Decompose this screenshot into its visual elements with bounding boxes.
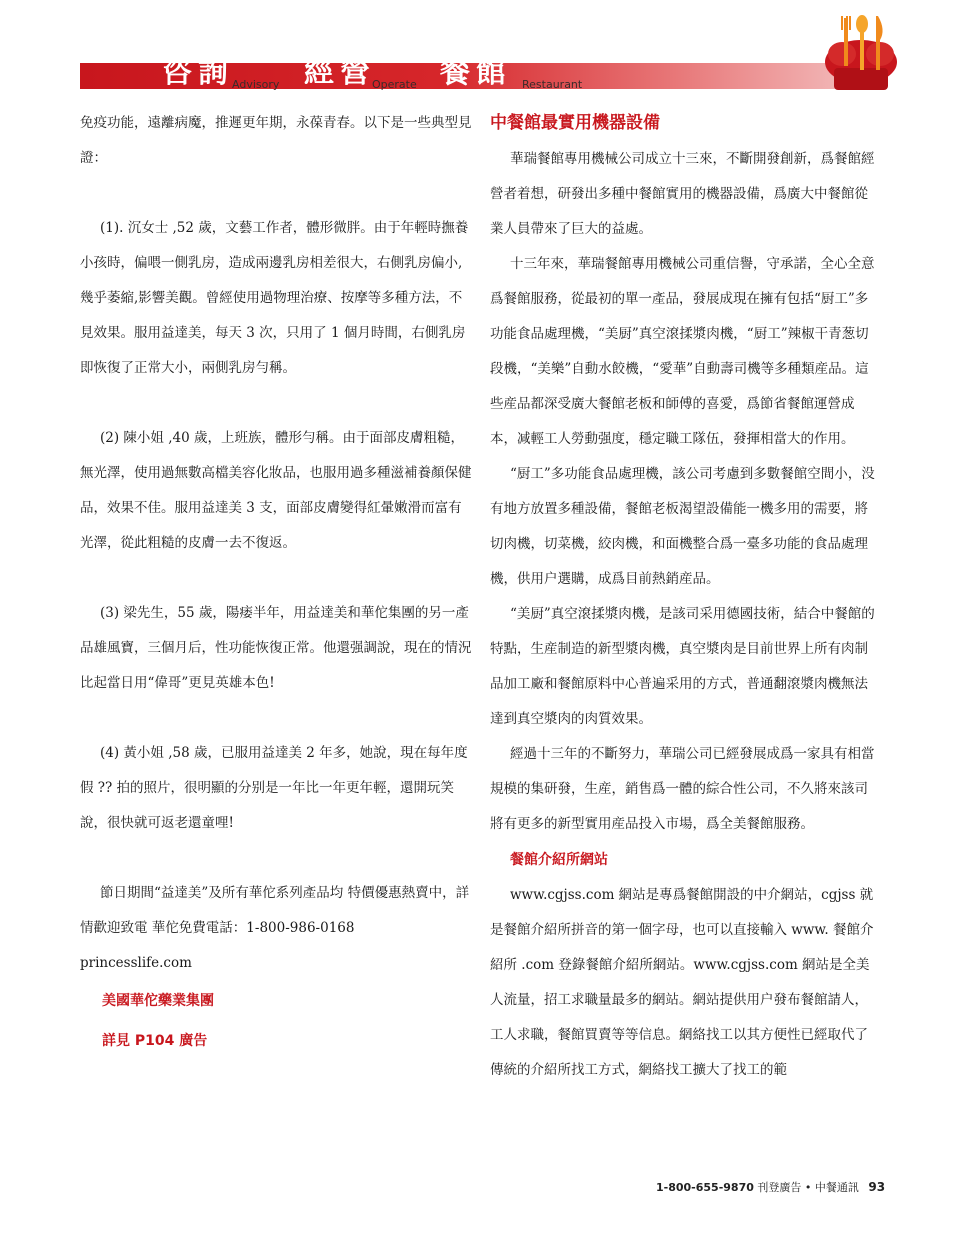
testimonial-3: (3) 梁先生，55 歲，陽痿半年，用益達美和華佗集團的另一產品雄風寶，三個月后，性功能恢復正常。他還强調說，現在的情況比起當日用“偉哥”更見英雄本色! bbox=[80, 605, 472, 691]
header-category-operate: 經營 bbox=[304, 55, 376, 90]
header-category-advisory: 咨詢 bbox=[162, 55, 234, 90]
page-footer bbox=[656, 1179, 885, 1195]
article-paragraph-6: www.cgjss.com 網站是專爲餐館開設的中介網站，cgjss 就是餐館介紹所拼音的第一個字母，也可以直接輸入 www. 餐館介紹所 .com 登錄餐館介紹所網站。www.cgjss.com 網站是全美人流量，招工求職量最多的網站。網站提供用户發布餐館請人，工人求職，餐館買賣等等信息。網絡找工以其方便性已經取代了傳統的介紹所找工方式，網絡找工擴大了找工的範 bbox=[490, 887, 874, 1078]
testimonial-4: (4) 黃小姐 ,58 歲，已服用益達美 2 年多，她說，現在每年度假 ?? 拍的照片，很明顯的分别是一年比一年更年輕，還開玩笑說，很快就可返老還童哩! bbox=[80, 745, 468, 831]
header-category-restaurant: 餐館 bbox=[440, 55, 512, 90]
website-link[interactable]: princesslife.com bbox=[80, 955, 192, 971]
header-category-operate-en: Operate bbox=[372, 78, 417, 91]
testimonial-2: (2) 陳小姐 ,40 歲，上班族，體形勻稱。由于面部皮膚粗糙，無光澤，使用過無數高檔美容化妝品，也服用過多種滋補養顏保健品，效果不佳。服用益達美 3 支，面部皮膚變得紅暈嫩滑而富有光澤，從此粗糙的皮膚一去不復返。 bbox=[80, 430, 472, 551]
article-paragraph-4: “美厨”真空滾揉漿肉機，是該司采用德國技術，結合中餐館的特點，生産制造的新型漿肉機，真空漿肉是目前世界上所有肉制品加工廠和餐館原料中心普遍采用的方式，普通翻滾漿肉機無法達到真空漿肉的肉質效果。 bbox=[490, 606, 875, 727]
article-title: 中餐館最實用機器設備 bbox=[490, 113, 660, 133]
article-subtitle: 餐館介紹所網站 bbox=[510, 852, 608, 868]
promo-paragraph: 節日期間“益達美”及所有華佗系列產品均 特價優惠熱賣中，詳情歡迎致電 華佗免費電話：1-800-986-0168 bbox=[80, 885, 470, 936]
footer-label: 刊登廣告 • 中餐通訊 bbox=[757, 1181, 859, 1194]
intro-paragraph: 免疫功能，遠離病魔，推遲更年期，永葆青春。以下是一些典型見證： bbox=[80, 115, 472, 166]
article-paragraph-2: 十三年來，華瑞餐館專用機械公司重信譽，守承諾，全心全意爲餐館服務，從最初的單一產品，發展成現在擁有包括“厨工”多功能食品處理機，“美厨”真空滾揉漿肉機，“厨工”辣椒干青葱切段機，“美樂”自動水餃機，“愛華”自動壽司機等多種類産品。這些産品都深受廣大餐館老板和師傅的喜愛，爲節省餐館運營成本，减輕工人勞動强度，穩定職工隊伍，發揮相當大的作用。 bbox=[490, 256, 875, 447]
footer-phone: 1-800-655-9870 bbox=[656, 1181, 754, 1194]
company-name: 美國華佗藥業集團 bbox=[102, 993, 214, 1009]
see-ad-reference: 詳見 P104 廣告 bbox=[102, 1033, 208, 1049]
left-column bbox=[80, 106, 472, 1061]
header-category-advisory-en: Advisory bbox=[232, 78, 280, 91]
right-column bbox=[490, 106, 880, 1088]
header-category-restaurant-en: Restaurant bbox=[522, 78, 583, 91]
page-number: 93 bbox=[868, 1180, 886, 1194]
article-paragraph-1: 華瑞餐館專用機械公司成立十三來，不斷開發創新，爲餐館經營者着想，研發出多種中餐館實用的機器設備，爲廣大中餐館從業人員帶來了巨大的益處。 bbox=[490, 151, 875, 237]
chef-hat-utensils-icon bbox=[820, 10, 902, 96]
article-paragraph-3: “厨工”多功能食品處理機，該公司考慮到多數餐館空間小，没有地方放置多種設備，餐館老板渴望設備能一機多用的需要，將切肉機，切菜機，絞肉機，和面機整合爲一臺多功能的食品處理機，供用户選購，成爲目前熱銷産品。 bbox=[490, 466, 875, 587]
testimonial-1: (1). 沉女士 ,52 歲，文藝工作者，體形微胖。由于年輕時撫養小孩時，偏喂一側乳房，造成兩邊乳房相差很大，右側乳房偏小,幾乎萎縮,影響美觀。曾經使用過物理治療、按摩等多種方法，不見效果。服用益達美，每天 3 次，只用了 1 個月時間，右側乳房即恢復了正常大小，兩側乳房勻稱。 bbox=[80, 220, 469, 376]
article-paragraph-5: 經過十三年的不斷努力，華瑞公司已經發展成爲一家具有相當規模的集研發，生産，銷售爲一體的綜合性公司，不久將來該司將有更多的新型實用産品投入市場，爲全美餐館服務。 bbox=[490, 746, 875, 832]
